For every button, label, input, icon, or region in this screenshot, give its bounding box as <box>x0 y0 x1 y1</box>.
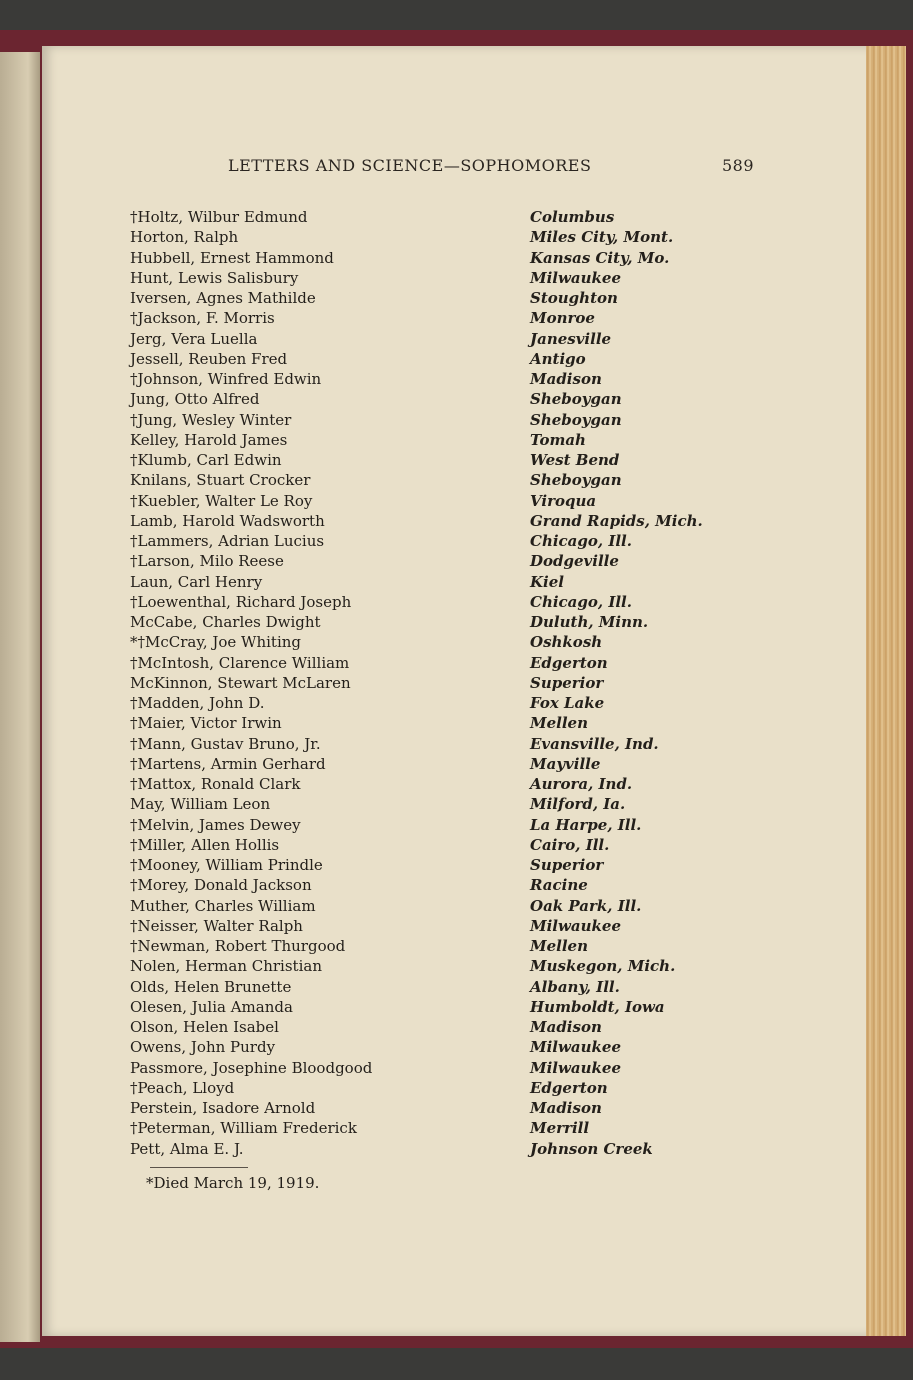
student-name: Hunt, Lewis Salisbury <box>130 268 299 287</box>
hometown: Chicago, Ill. <box>530 592 632 611</box>
hometown: Edgerton <box>530 1078 608 1097</box>
list-item <box>130 876 750 896</box>
student-name: Jessell, Reuben Fred <box>130 349 288 368</box>
hometown: Madison <box>530 1099 602 1117</box>
hometown: Sheboygan <box>530 410 622 429</box>
hometown: Milwaukee <box>530 916 622 935</box>
page-title: LETTERS AND SCIENCE—SOPHOMORES <box>228 156 592 175</box>
list-item <box>130 228 750 248</box>
student-name: †Johnson, Winfred Edwin <box>130 370 322 388</box>
student-name: †Maier, Victor Irwin <box>130 714 282 733</box>
hometown: Grand Rapids, Mich. <box>530 511 703 530</box>
list-item <box>130 431 750 451</box>
list-item <box>130 350 750 370</box>
student-name: May, William Leon <box>130 795 271 814</box>
student-name: †Jung, Wesley Winter <box>130 410 292 429</box>
student-name: †Miller, Allen Hollis <box>130 835 280 854</box>
student-name: Olson, Helen Isabel <box>130 1018 279 1036</box>
list-item <box>130 775 750 795</box>
student-name: †Peach, Lloyd <box>130 1078 235 1097</box>
list-item <box>130 1079 750 1099</box>
student-name: †Holtz, Wilbur Edmund <box>130 208 308 226</box>
list-item <box>130 1099 750 1119</box>
list-item <box>130 512 750 532</box>
page-edges <box>866 46 906 1336</box>
student-name: †McIntosh, Clarence William <box>130 653 350 672</box>
student-name: Jerg, Vera Luella <box>130 329 258 348</box>
student-name: Pett, Alma E. J. <box>130 1139 244 1158</box>
hometown: Cairo, Ill. <box>530 835 610 854</box>
list-item <box>130 795 750 815</box>
hometown: Mellen <box>530 937 588 955</box>
list-item <box>130 573 750 593</box>
list-item <box>130 1119 750 1139</box>
student-name: Horton, Ralph <box>130 228 239 247</box>
hometown: Chicago, Ill. <box>530 532 632 550</box>
student-name: Laun, Carl Henry <box>130 572 263 591</box>
student-name: Lamb, Harold Wadsworth <box>130 511 325 530</box>
hometown: Kansas City, Mo. <box>530 248 670 267</box>
student-name: †Kuebler, Walter Le Roy <box>130 491 313 510</box>
student-name: Owens, John Purdy <box>130 1038 276 1057</box>
hometown: Kiel <box>530 572 564 591</box>
hometown: Oshkosh <box>530 633 603 652</box>
hometown: West Bend <box>530 451 620 469</box>
student-name: Jung, Otto Alfred <box>130 390 260 409</box>
hometown: Milwaukee <box>530 1058 622 1077</box>
list-item <box>130 1140 750 1160</box>
student-name: †Lammers, Adrian Lucius <box>130 532 325 550</box>
student-name: †Mooney, William Prindle <box>130 856 323 874</box>
hometown: Sheboygan <box>530 390 622 409</box>
list-item <box>130 593 750 613</box>
hometown: Mayville <box>530 754 601 773</box>
list-item <box>130 552 750 572</box>
list-item <box>130 532 750 552</box>
student-name: †Klumb, Carl Edwin <box>130 451 282 469</box>
list-item <box>130 755 750 775</box>
list-item <box>130 856 750 876</box>
hometown: Antigo <box>530 349 586 368</box>
hometown: Johnson Creek <box>530 1139 653 1158</box>
student-name: †Larson, Milo Reese <box>130 552 284 571</box>
hometown: Columbus <box>530 208 615 226</box>
list-item <box>130 917 750 937</box>
student-name: Olesen, Julia Amanda <box>130 997 293 1016</box>
hometown: Racine <box>530 876 588 895</box>
page-number: 589 <box>722 156 755 175</box>
list-item <box>130 471 750 491</box>
list-item <box>130 1059 750 1079</box>
list-item <box>130 714 750 734</box>
hometown: Fox Lake <box>530 694 605 712</box>
student-name: Nolen, Herman Christian <box>130 957 322 976</box>
list-item <box>130 1018 750 1038</box>
list-item <box>130 836 750 856</box>
hometown: Tomah <box>530 430 586 449</box>
student-name: †Jackson, F. Morris <box>130 309 275 328</box>
student-name: Perstein, Isadore Arnold <box>130 1099 316 1117</box>
list-item <box>130 816 750 836</box>
hometown: Oak Park, Ill. <box>530 896 642 915</box>
student-name: Muther, Charles William <box>130 896 316 915</box>
list-item <box>130 998 750 1018</box>
student-name: †Mann, Gustav Bruno, Jr. <box>130 734 321 753</box>
list-item <box>130 411 750 431</box>
footnote: *Died March 19, 1919. <box>146 1174 320 1192</box>
list-item <box>130 694 750 714</box>
list-item <box>130 390 750 410</box>
list-item <box>130 897 750 917</box>
hometown: Milwaukee <box>530 1038 622 1057</box>
student-name: *†McCray, Joe Whiting <box>130 633 302 652</box>
student-name: †Newman, Robert Thurgood <box>130 937 346 955</box>
student-name: †Morey, Donald Jackson <box>130 876 312 895</box>
hometown: Merrill <box>530 1119 590 1138</box>
student-name: Kelley, Harold James <box>130 430 288 449</box>
list-item <box>130 309 750 329</box>
list-item <box>130 633 750 653</box>
list-item <box>130 735 750 755</box>
hometown: Aurora, Ind. <box>530 775 633 793</box>
hometown: Edgerton <box>530 653 608 672</box>
hometown: La Harpe, Ill. <box>530 815 642 834</box>
hometown: Mellen <box>530 714 588 733</box>
list-item <box>130 654 750 674</box>
hometown: Muskegon, Mich. <box>530 957 676 976</box>
student-name: †Peterman, William Frederick <box>130 1119 357 1138</box>
list-item <box>130 674 750 694</box>
student-name: Knilans, Stuart Crocker <box>130 471 311 490</box>
student-name: McKinnon, Stewart McLaren <box>130 673 351 692</box>
student-name: †Loewenthal, Richard Joseph <box>130 592 352 611</box>
list-item <box>130 613 750 633</box>
facing-page-edge <box>0 52 40 1342</box>
footnote-rule <box>150 1167 248 1168</box>
list-item <box>130 978 750 998</box>
hometown: Milwaukee <box>530 268 622 287</box>
hometown: Janesville <box>530 329 612 348</box>
list-item <box>130 957 750 977</box>
list-item <box>130 269 750 289</box>
student-name: †Melvin, James Dewey <box>130 815 301 834</box>
hometown: Albany, Ill. <box>530 977 620 996</box>
list-item <box>130 208 750 228</box>
hometown: Stoughton <box>530 289 618 307</box>
hometown: Miles City, Mont. <box>530 228 674 247</box>
list-item <box>130 1038 750 1058</box>
hometown: Sheboygan <box>530 471 622 490</box>
hometown: Madison <box>530 1018 602 1036</box>
list-item <box>130 289 750 309</box>
list-item <box>130 330 750 350</box>
student-name: †Madden, John D. <box>130 694 265 712</box>
hometown: Milford, Ia. <box>530 795 626 814</box>
student-name: Hubbell, Ernest Hammond <box>130 248 334 267</box>
hometown: Superior <box>530 856 604 874</box>
student-name: †Martens, Armin Gerhard <box>130 754 326 773</box>
hometown: Humboldt, Iowa <box>530 997 665 1016</box>
list-item <box>130 451 750 471</box>
hometown: Monroe <box>530 309 595 328</box>
hometown: Madison <box>530 370 602 388</box>
student-name: Passmore, Josephine Bloodgood <box>130 1058 373 1077</box>
student-name: Olds, Helen Brunette <box>130 977 292 996</box>
list-item <box>130 249 750 269</box>
hometown: Viroqua <box>530 491 597 510</box>
hometown: Evansville, Ind. <box>530 734 659 753</box>
list-item <box>130 492 750 512</box>
student-name: †Neisser, Walter Ralph <box>130 916 303 935</box>
hometown: Superior <box>530 673 604 692</box>
student-list <box>130 208 750 1160</box>
student-name: †Mattox, Ronald Clark <box>130 775 301 793</box>
hometown: Dodgeville <box>530 552 619 571</box>
student-name: Iversen, Agnes Mathilde <box>130 289 316 307</box>
list-item <box>130 937 750 957</box>
student-name: McCabe, Charles Dwight <box>130 613 321 631</box>
hometown: Duluth, Minn. <box>530 613 649 631</box>
list-item <box>130 370 750 390</box>
